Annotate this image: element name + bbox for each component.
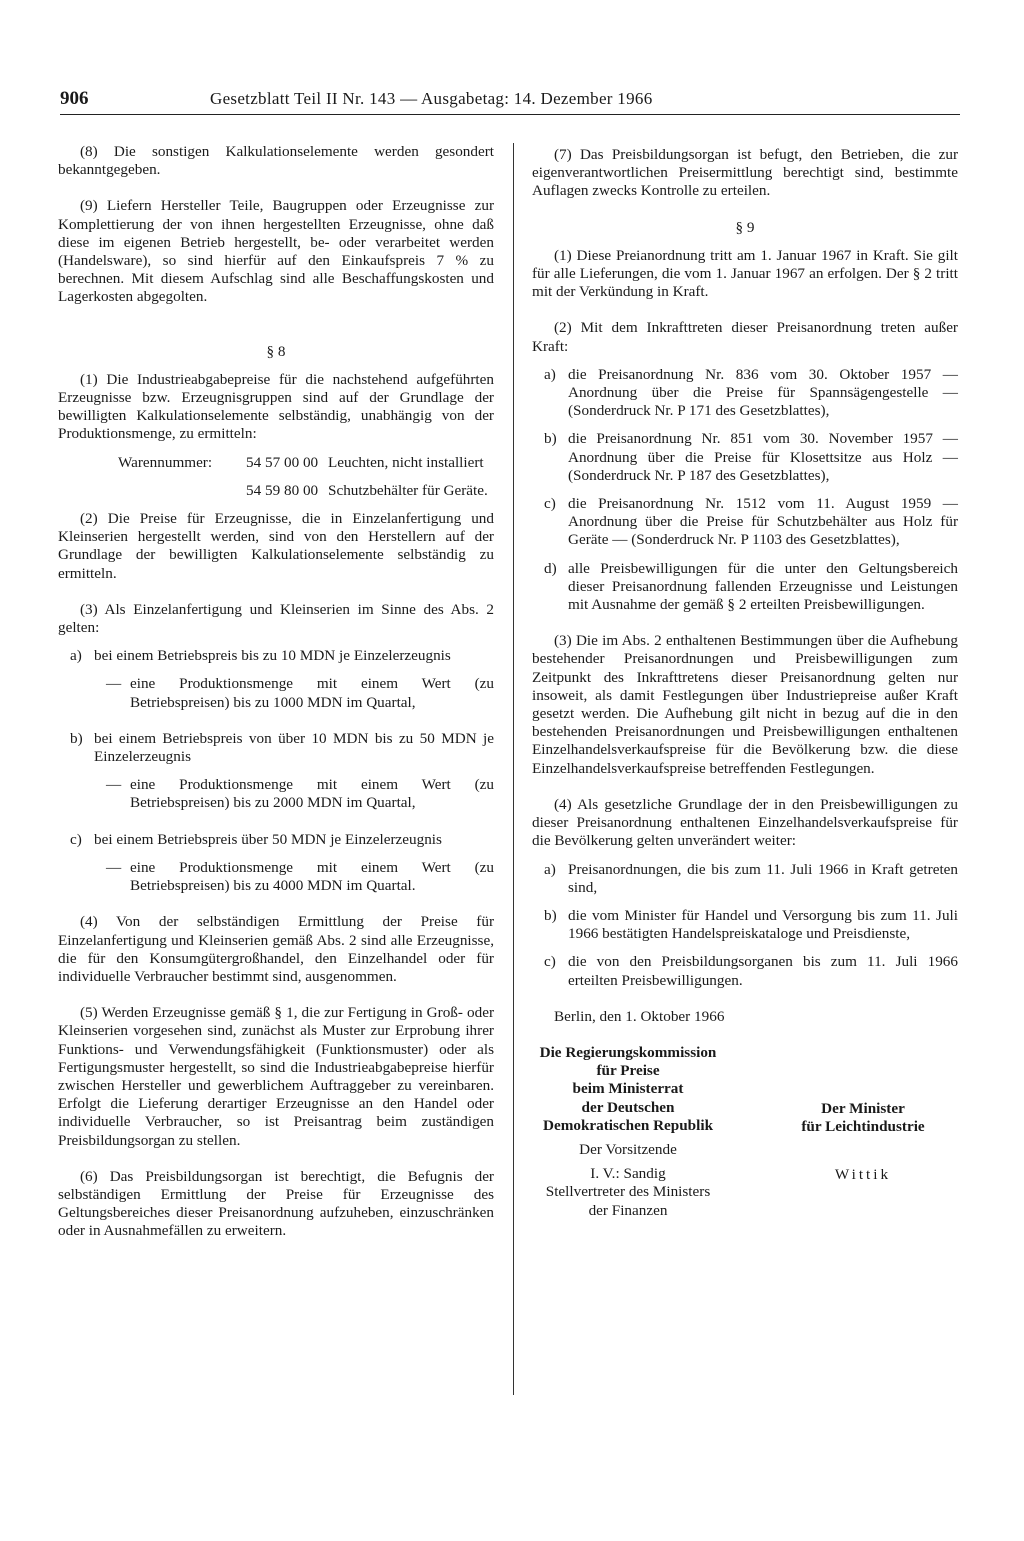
place-and-date: Berlin, den 1. Oktober 1966 (554, 1007, 725, 1025)
item-label: b) (70, 729, 83, 747)
item-label: b) (544, 906, 557, 924)
item-text: Preisanordnungen, die bis zum 11. Juli 1966 in Kraft getreten sind, (568, 860, 958, 896)
list-item (544, 861, 958, 897)
list-item (544, 495, 958, 550)
s9-paragraph-1: (1) Diese Preianordnung tritt am 1. Januar 1967 in Kraft. Sie gilt für alle Lieferungen, die vom 1. Januar 1967 an erfolgen. Der § 2 tritt mit der Verkündung in Kraft. (532, 246, 958, 301)
dash-item (106, 776, 494, 812)
section-8-heading: § 8 (266, 342, 286, 360)
issuing-body-line: der Deutschen (581, 1098, 675, 1116)
item-text: die vom Minister für Handel und Versorgung bis zum 11. Juli 1966 bestätigten Handelspreiskataloge und Preisdienste, (568, 906, 958, 943)
dash-item (106, 859, 494, 895)
signatory-name: I. V.: Sandig (590, 1165, 666, 1183)
dash-text: eine Produktionsmenge mit einem Wert (zu Betriebspreisen) bis zu 2000 MDN im Quartal, (130, 776, 494, 812)
s8-paragraph-7: (7) Das Preisbildungsorgan ist befugt, den Betrieben, die zur eigenverantwortlichen Preisermittlung berechtigt sind, bestimmte Auflagen zwecks Kontrolle zu erteilen. (532, 146, 958, 200)
item-text: bei einem Betriebspreis bis zu 10 MDN je Einzelerzeugnis (94, 647, 451, 665)
item-text: die Preisanordnung Nr. 851 vom 30. November 1957 — Anordnung über die Preise für Klosettsitze aus Holz — (Sonderdruck Nr. P 187 des Gesetzblattes), (568, 430, 958, 484)
signatory-title: der Finanzen (588, 1201, 668, 1219)
list-item (544, 430, 958, 485)
s9-paragraph-3: (3) Die im Abs. 2 enthaltenen Bestimmungen über die Aufhebung bestehender Preisanordnungen und Preisbewilligungen zum Zeitpunkt des Inkrafttretens dieser Preisanordnung gelten nur insoweit, als damit Festlegungen über Industriepreise außer Kraft gesetzt werden. Die Aufhebung gilt nicht in bezug auf die in den bestehenden Preisanordnungen und Preisbewilligungen enthaltenen Einzelhandelsverkaufspreise für die Bevölkerung bzw. die diese Einzelhandelsverkaufspreise betreffenden Festlegungen. (532, 632, 958, 777)
item-label: c) (544, 495, 556, 513)
s8-paragraph-4: (4) Von der selbständigen Ermittlung der Preise für Einzelanfertigung und Kleinserien gemäß Abs. 2 sind alle Erzeugnisse, die für den Konsumgütergroßhandel, den Einzelhandel oder für individuelle Verbraucher bestimmt sind, ausgenommen. (58, 913, 494, 985)
item-label: a) (70, 647, 82, 665)
ware-row-2 (118, 482, 494, 500)
s8-paragraph-1: (1) Die Industrieabgabepreise für die nachstehend aufgeführten Erzeugnisse bzw. Erzeugnisgruppen sind auf der Grundlage der bewilligten Kalkulationselemente selbständig, unabhängig von der Produktionsmenge, zu ermitteln: (58, 370, 494, 443)
signatory-role: Der Vorsitzende (579, 1140, 677, 1158)
signature-block-right (768, 1100, 958, 1220)
section-9-heading: § 9 (735, 218, 755, 236)
left-column (58, 143, 494, 1241)
list-item (70, 831, 494, 849)
ware-row-1 (118, 454, 494, 472)
item-label: c) (70, 830, 82, 848)
issuing-body-line: für Leichtindustrie (801, 1118, 925, 1136)
item-label: a) (544, 860, 556, 878)
paragraph-8: (8) Die sonstigen Kalkulationselemente werden gesondert bekanntgegeben. (58, 143, 494, 179)
ware-description: Schutzbehälter für Geräte. (328, 481, 488, 499)
ware-label: Warennummer: (118, 453, 213, 471)
dash-text: eine Produktionsmenge mit einem Wert (zu Betriebspreisen) bis zu 4000 MDN im Quartal. (130, 858, 494, 895)
list-item (544, 366, 958, 421)
dash-mark: — (106, 675, 122, 693)
item-text: bei einem Betriebspreis von über 10 MDN bis zu 50 MDN je Einzelerzeugnis (94, 729, 494, 766)
issuing-body-line: Demokratischen Republik (542, 1116, 714, 1134)
signature-block-left (518, 1044, 738, 1220)
list-item (544, 907, 958, 943)
list-item (544, 953, 958, 989)
item-label: d) (544, 559, 557, 577)
item-label: a) (544, 365, 556, 383)
item-text: die Preisanordnung Nr. 1512 vom 11. August 1959 — Anordnung über die Preise für Schutzbehälter aus Holz für Geräte — (Sonderdruck Nr. P 1103 des Gesetzblattes), (568, 495, 958, 549)
s8-paragraph-5: (5) Werden Erzeugnisse gemäß § 1, die zur Fertigung in Groß- oder Kleinserien vorgesehen sind, zunächst als Muster zur Erprobung ihrer Funktions- und Verwendungsfähigkeit (Funktionsmuster) oder als Fertigungsmuster hergestellt, so sind die Industrieabgabepreise hierfür zwischen Hersteller und gewerblichem Auftraggeber zu vereinbaren. Erfolgt die Lieferung derartiger Erzeugnisse an den Handel oder individuelle Verbraucher, so ist Preisantrag beim zuständigen Preisbildungsorgan zu stellen. (58, 1004, 494, 1149)
issuing-body-line: beim Ministerrat (572, 1080, 684, 1098)
dash-mark: — (106, 776, 122, 794)
signatory-title: Stellvertreter des Ministers (545, 1183, 711, 1201)
issuing-body-line: Der Minister (821, 1099, 905, 1117)
list-item (70, 730, 494, 766)
dash-text: eine Produktionsmenge mit einem Wert (zu Betriebspreisen) bis zu 1000 MDN im Quartal, (130, 675, 494, 711)
item-text: die von den Preisbildungsorganen bis zum 11. Juli 1966 erteilten Preisbewilligungen. (568, 953, 958, 989)
column-divider (513, 143, 514, 1395)
dash-mark: — (106, 858, 122, 876)
ware-number: 54 59 80 00 (246, 481, 319, 499)
s8-paragraph-3: (3) Als Einzelanfertigung und Kleinserien im Sinne des Abs. 2 gelten: (58, 600, 494, 637)
s9-paragraph-4: (4) Als gesetzliche Grundlage der in den Preisbewilligungen zu dieser Preisanordnung enthaltenen Einzelhandelsverkaufspreise für die Bevölkerung gelten unverändert weiter: (532, 795, 958, 850)
s8-paragraph-2: (2) Die Preise für Erzeugnisse, die in Einzelanfertigung und Kleinserien hergestellt werden, sind von den Herstellern auf der Grundlage der bewilligten Kalkulationselemente selbständig zu ermitteln. (58, 510, 494, 582)
ware-description: Leuchten, nicht installiert (328, 453, 484, 471)
item-label: b) (544, 430, 557, 448)
issuing-body-line: für Preise (596, 1062, 660, 1080)
list-item (544, 560, 958, 615)
running-title: Gesetzblatt Teil II Nr. 143 — Ausgabetag: 14. Dezember 1966 (210, 89, 653, 108)
item-label: c) (544, 953, 556, 971)
item-text: alle Preisbewilligungen für die unter den Geltungsbereich dieser Preisanordnung fallenden Erzeugnisse und Leistungen mit Ausnahme der gemäß § 2 erteilten Preisbewilligungen. (568, 559, 958, 614)
right-column (532, 146, 958, 1220)
signature-area (532, 1044, 958, 1220)
s9-paragraph-2: (2) Mit dem Inkrafttreten dieser Preisanordnung treten außer Kraft: (532, 319, 958, 355)
page-header (60, 88, 960, 115)
s8-paragraph-6: (6) Das Preisbildungsorgan ist berechtigt, die Befugnis der selbständigen Ermittlung der Preise für Erzeugnisse des Geltungsbereiches dieser Preisanordnung aufzuheben, einzuschränken oder in Ausnahmefällen zu erweitern. (58, 1167, 494, 1240)
issuing-body-line: Die Regierungskommission (539, 1043, 717, 1061)
ware-number: 54 57 00 00 (246, 453, 319, 471)
page-number: 906 (60, 88, 89, 109)
dash-item (106, 675, 494, 711)
signatory-name: Wittik (834, 1166, 892, 1184)
paragraph-9: (9) Liefern Hersteller Teile, Baugruppen oder Erzeugnisse zur Komplettierung der von ihnen hergestellten Erzeugnisse, ohne daß diese im eigenen Betrieb hergestellt, be- oder verarbeitet werden (Handelsware), so sind hierfür auf den Einkaufspreis 7 % zu berechnen. Mit diesem Aufschlag sind alle Beschaffungskosten und Lagerkosten abgegolten. (58, 197, 494, 306)
list-item (70, 647, 494, 665)
item-text: die Preisanordnung Nr. 836 vom 30. Oktober 1957 — Anordnung über die Preise für Spannsägengestelle — (Sonderdruck Nr. P 171 des Gesetzblattes), (568, 365, 958, 420)
item-text: bei einem Betriebspreis über 50 MDN je Einzelerzeugnis (94, 830, 442, 848)
